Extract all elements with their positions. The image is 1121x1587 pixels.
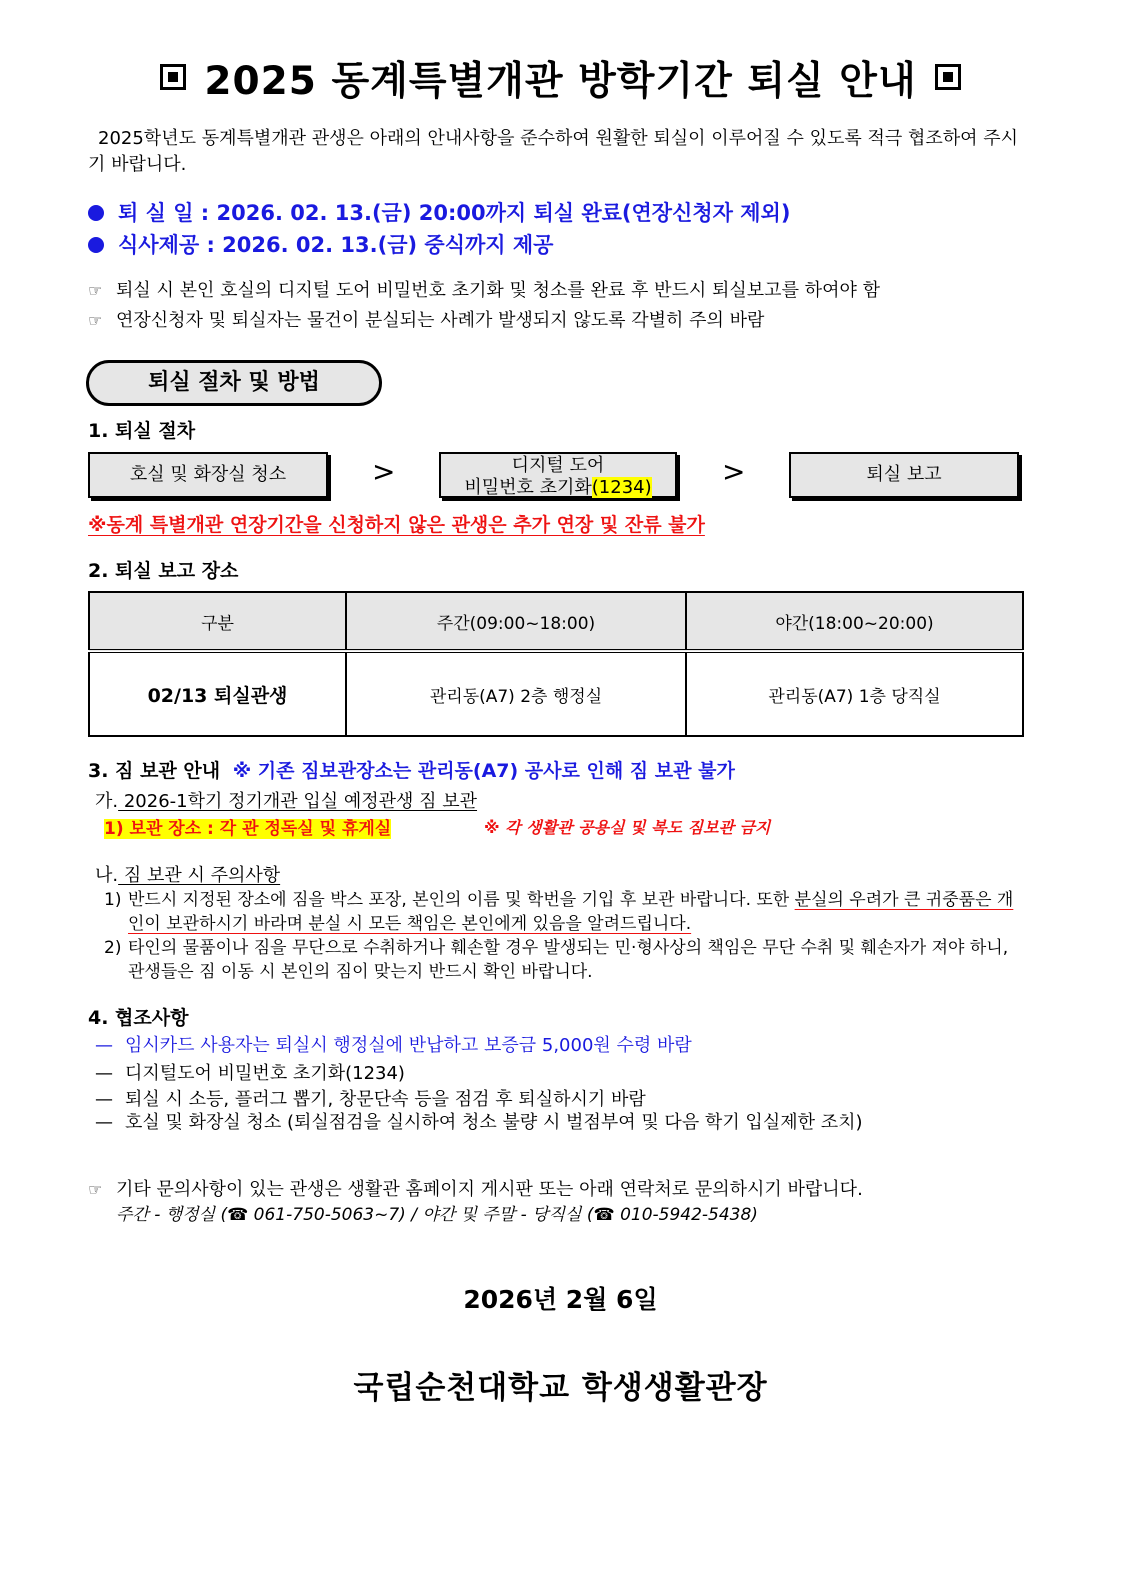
dash-icon: — [95,1035,113,1056]
dash-icon: — [95,1063,113,1084]
table-header-cell: 구분 [89,592,346,651]
list-item: — 임시카드 사용자는 퇴실시 행정실에 반납하고 보증금 5,000원 수령 바람 [95,1035,692,1056]
procedure-step-report: 퇴실 보고 [789,452,1019,498]
note-item: ☞ 퇴실 시 본인 호실의 디지털 도어 비밀번호 초기화 및 청소를 완료 후 반드시 퇴실보고를 하여야 함 [88,280,880,301]
report-heading: 2. 퇴실 보고 장소 [88,560,239,582]
contact-info: 주간 - 행정실 (☎ 061-750-5063~7) / 야간 및 주말 - 당직실 (☎ 010-5942-5438) [116,1205,758,1225]
table-cell: 관리동(A7) 2층 행정실 [346,651,686,736]
square-bullet-icon [160,64,186,90]
meal-date: 식사제공 : 2026. 02. 13.(금) 중식까지 제공 [88,229,553,259]
list-item: — 호실 및 화장실 청소 (퇴실점검을 실시하여 청소 불량 시 벌점부여 및 다음 학기 입실제한 조치) [95,1112,863,1133]
dash-icon: — [95,1112,113,1133]
step-line: 디지털 도어 [511,455,605,476]
pointing-hand-icon: ☞ [88,1180,103,1199]
storage-heading-note: ※ 기존 짐보관장소는 관리동(A7) 공사로 인해 짐 보관 불가 [232,760,735,782]
procedure-step-reset [439,452,677,498]
pointing-hand-icon: ☞ [88,311,103,330]
list-number: 2) [104,938,122,958]
storage-caution-1: 반드시 지정된 장소에 짐을 박스 포장, 본인의 이름 및 학번을 기입 후 보관 바랍니다. 또한 분실의 우려가 큰 귀중품은 개인이 보관하시기 바라며 분실 시 모든 책임은 본인에게 있음을 알려드립니다. [128,890,1014,934]
arrow-right-icon: > [722,455,746,488]
storage-location: 1) 보관 장소 : 각 관 정독실 및 휴게실 [104,819,392,839]
table-cell: 02/13 퇴실관생 [89,651,346,736]
table-row [89,651,1023,736]
storage-ban-note: ※ 각 생활관 공용실 및 복도 짐보관 금지 [484,818,771,837]
cooperation-heading: 4. 협조사항 [88,1007,189,1029]
inquiry-text: ☞ 기타 문의사항이 있는 관생은 생활관 홈페이지 게시판 또는 아래 연락처로 문의하시기 바랍니다. [88,1179,863,1200]
step-line: 비밀번호 초기화(1234) [464,477,652,498]
note-item: ☞ 연장신청자 및 퇴실자는 물건이 분실되는 사례가 발생되지 않도록 각별히 주의 바람 [88,310,765,331]
page-title: 2025 동계특별개관 방학기간 퇴실 안내 [0,50,1121,106]
table-header-cell: 야간(18:00~20:00) [686,592,1023,651]
storage-caution-2: 타인의 물품이나 짐을 무단으로 수취하거나 훼손할 경우 발생되는 민·형사상의 책임은 무단 수취 및 훼손자가 져야 하니, 관생들은 짐 이동 시 본인의 짐이 맞는지 반드시 확인 바랍니다. [128,938,1009,982]
document-date: 2026년 2월 6일 [463,1285,658,1314]
password-highlight: (1234) [591,477,652,498]
checkout-date: 퇴 실 일 : 2026. 02. 13.(금) 20:00까지 퇴실 완료(연장신청자 제외) [88,197,790,227]
arrow-right-icon: > [372,455,396,488]
square-bullet-icon [935,64,961,90]
extension-warning: ※동계 특별개관 연장기간을 신청하지 않은 관생은 추가 연장 및 잔류 불가 [88,514,705,536]
list-item: — 퇴실 시 소등, 플러그 뽑기, 창문단속 등을 점검 후 퇴실하시기 바람 [95,1089,646,1110]
section-pill: 퇴실 절차 및 방법 [86,360,382,406]
pointing-hand-icon: ☞ [88,281,103,300]
blue-dot-icon [88,205,104,221]
signature: 국립순천대학교 학생생활관장 [353,1370,768,1406]
storage-heading: 3. 짐 보관 안내 ※ 기존 짐보관장소는 관리동(A7) 공사로 인해 짐 보관 불가 [88,760,735,782]
blue-dot-icon [88,237,104,253]
table-header-row [89,592,1023,651]
storage-sub-a: 가. 2026-1학기 정기개관 입실 예정관생 짐 보관 [95,791,478,812]
list-item: — 디지털도어 비밀번호 초기화(1234) [95,1063,405,1084]
intro-text: 2025학년도 동계특별개관 관생은 아래의 안내사항을 준수하여 원활한 퇴실이 이루어질 수 있도록 적극 협조하여 주시기 바랍니다. [88,128,1019,175]
storage-sub-b: 나. 짐 보관 시 주의사항 [95,865,281,886]
list-number: 1) [104,890,122,910]
dash-icon: — [95,1089,113,1110]
procedure-step-cleaning: 호실 및 화장실 청소 [88,452,328,498]
table-cell: 관리동(A7) 1층 당직실 [686,651,1023,736]
valuables-warning: 분실의 우려가 큰 귀중품은 개인이 보관하시기 바라며 분실 시 모든 책임은 본인에게 있음을 알려드립니다. [128,890,1014,934]
procedure-heading: 1. 퇴실 절차 [88,420,196,442]
table-header-cell: 주간(09:00~18:00) [346,592,686,651]
report-table [88,591,1024,737]
